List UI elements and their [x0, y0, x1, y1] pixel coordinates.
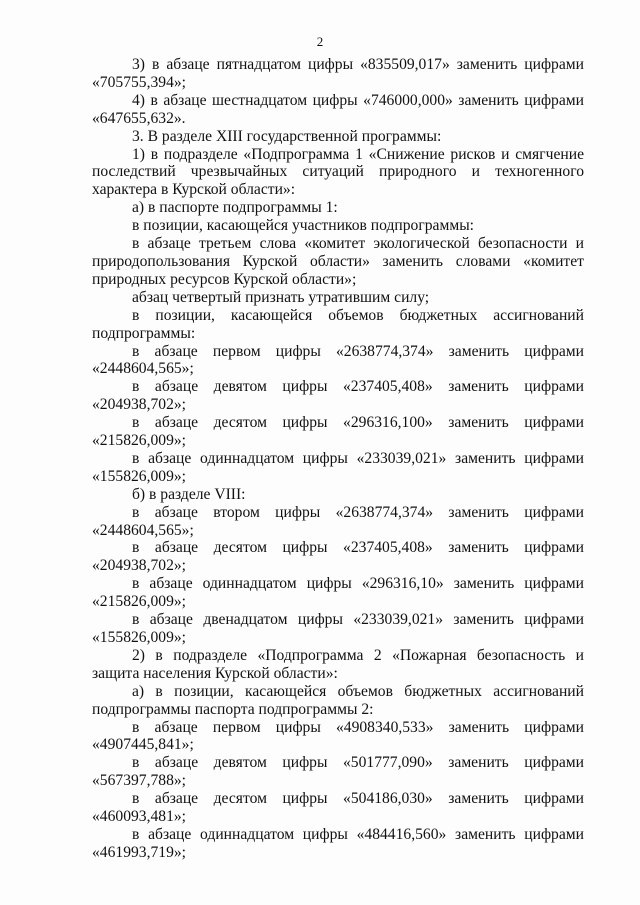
paragraph: в абзаце десятом цифры «504186,030» заменить цифрами «460093,481»; — [92, 790, 584, 826]
paragraph: а) в позиции, касающейся объемов бюджетных ассигнований подпрограммы паспорта подпрограммы 2: — [92, 682, 584, 718]
paragraph: в абзаце первом цифры «2638774,374» заменить цифрами «2448604,565»; — [92, 342, 584, 378]
paragraph: в абзаце десятом цифры «296316,100» заменить цифрами «215826,009»; — [92, 414, 584, 450]
paragraph: 4) в абзаце шестнадцатом цифры «746000,000» заменить цифрами «647655,632». — [92, 91, 584, 127]
paragraph: в позиции, касающейся участников подпрограммы: — [132, 217, 475, 235]
paragraph: 3) в абзаце пятнадцатом цифры «835509,017» заменить цифрами «705755,394»; — [92, 56, 584, 91]
paragraph: абзац четвертый признать утратившим силу; — [132, 288, 430, 306]
paragraph: в абзаце первом цифры «4908340,533» заменить цифрами «4907445,841»; — [92, 718, 584, 754]
paragraph: 1) в подразделе «Подпрограмма 1 «Снижение рисков и смягчение последствий чрезвычайных ситуаций природного и техногенного характера в Курской области»: — [92, 145, 584, 199]
paragraph: в абзаце девятом цифры «501777,090» заменить цифрами «567397,788»; — [92, 754, 584, 790]
paragraph: в позиции, касающейся объемов бюджетных ассигнований подпрограммы: — [92, 306, 584, 342]
paragraph: в абзаце одиннадцатом цифры «484416,560» заменить цифрами «461993,719»; — [92, 825, 584, 861]
paragraph: а) в паспорте подпрограммы 1: — [132, 199, 338, 217]
paragraph: в абзаце одиннадцатом цифры «296316,10» заменить цифрами «215826,009»; — [92, 575, 584, 611]
paragraph: 2) в подразделе «Подпрограмма 2 «Пожарная безопасность и защита населения Курской области»: — [92, 646, 584, 682]
paragraph: в абзаце втором цифры «2638774,374» заменить цифрами «2448604,565»; — [92, 503, 584, 539]
page-number: 2 — [316, 34, 324, 49]
paragraph: в абзаце одиннадцатом цифры «233039,021» заменить цифрами «155826,009»; — [92, 449, 584, 485]
paragraph: в абзаце десятом цифры «237405,408» заменить цифрами «204938,702»; — [92, 539, 584, 575]
document-body — [92, 56, 584, 862]
paragraph: в абзаце двенадцатом цифры «233039,021» заменить цифрами «155826,009»; — [92, 611, 584, 646]
paragraph: б) в разделе VIII: — [132, 485, 246, 503]
section-heading: 3. В разделе XIII государственной программы: — [132, 127, 442, 145]
paragraph: в абзаце девятом цифры «237405,408» заменить цифрами «204938,702»; — [92, 378, 584, 414]
paragraph: в абзаце третьем слова «комитет экологической безопасности и природопользования Курской области» заменить словами «комитет природных ресурсов Курской области»; — [92, 235, 584, 288]
